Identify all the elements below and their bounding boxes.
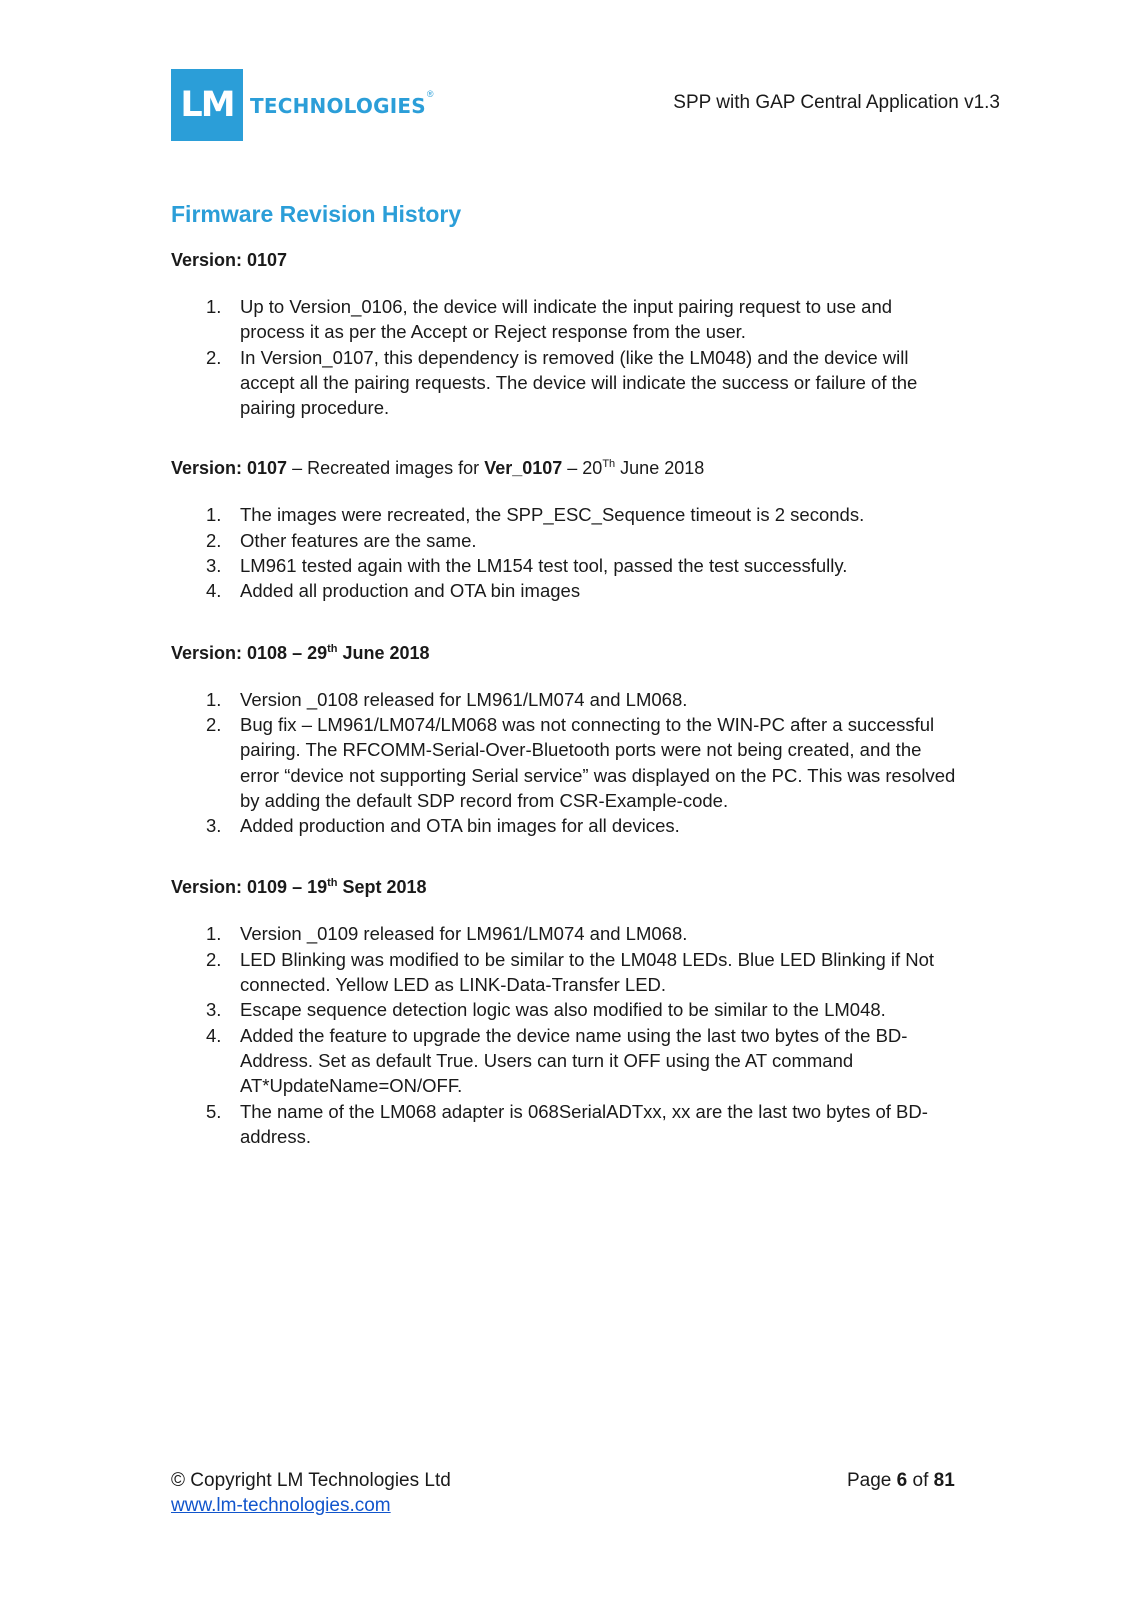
- footer-copyright-block: [171, 1468, 451, 1518]
- logo-mark: LM: [171, 69, 243, 141]
- total-pages: 81: [933, 1470, 955, 1491]
- list-item-text: LM961 tested again with the LM154 test tool, passed the test successfully.: [240, 555, 848, 577]
- list-item: 3. LM961 tested again with the LM154 test tool, passed the test successfully.: [206, 555, 848, 577]
- document-title: SPP with GAP Central Application v1.3: [673, 92, 1000, 113]
- list-item-text: Other features are the same.: [240, 529, 477, 551]
- ordinal-suffix: th: [327, 642, 338, 655]
- version-item-list: [171, 687, 961, 839]
- logo-registered-mark: ®: [426, 89, 434, 99]
- ordinal-suffix: th: [327, 877, 338, 890]
- version-bold-ref: Ver_0107: [484, 458, 563, 479]
- version-label: Version: 0109 – 19th Sept 2018: [171, 877, 427, 898]
- version-heading: [171, 248, 961, 273]
- version-date: – 20: [562, 458, 603, 479]
- section-title: Firmware Revision History: [171, 201, 462, 227]
- list-item: 3. Escape sequence detection logic was also modified to be similar to the LM048.: [206, 999, 886, 1021]
- list-item-text: Added production and OTA bin images for all devices.: [240, 815, 680, 837]
- ordinal-suffix: Th: [602, 458, 616, 471]
- list-item-text: Added the feature to upgrade the device name using the last two bytes of the BD-Address. Set as default True. Users can turn it OFF using the AT command AT*UpdateName=ON/OFF.: [240, 1024, 908, 1097]
- version-heading: [171, 456, 961, 481]
- list-item-text: Up to Version_0106, the device will indicate the input pairing request to use and process it as per the Accept or Reject response from the user.: [240, 296, 893, 343]
- list-item-text: Version _0109 released for LM961/LM074 and LM068.: [240, 923, 688, 945]
- page-number: Page 6 of 81: [847, 1470, 955, 1491]
- website-link[interactable]: www.lm-technologies.com: [171, 1495, 391, 1516]
- list-item-text: Version _0108 released for LM961/LM074 and LM068.: [240, 688, 688, 710]
- version-item-list: [171, 502, 961, 603]
- logo-wordmark: TECHNOLOGIES: [250, 94, 426, 118]
- list-item: 1. The images were recreated, the SPP_ESC_Sequence timeout is 2 seconds.: [206, 504, 865, 526]
- list-item-text: The images were recreated, the SPP_ESC_Sequence timeout is 2 seconds.: [240, 504, 865, 526]
- list-item: 4. Added all production and OTA bin images: [206, 580, 581, 602]
- version-label: Version: 0107: [171, 250, 288, 270]
- version-label: Version: 0108 – 29th June 2018: [171, 642, 430, 663]
- list-item: 2. In Version_0107, this dependency is removed (like the LM048) and the device will accept all the pairing requests. The device will indicate the success or failure of the pairing procedure.: [206, 346, 918, 419]
- list-item-text: Bug fix – LM961/LM074/LM068 was not connecting to the WIN-PC after a successful pairing. The RFCOMM-Serial-Over-Bluetooth ports were not being created, and the error “device not supporting Serial service” was displayed on the PC. This was resolved by adding the default SDP record from CSR-Example-code.: [240, 713, 956, 811]
- version-item-list: [171, 294, 961, 420]
- version-item-list: [171, 921, 961, 1149]
- list-item: 4. Added the feature to upgrade the device name using the last two bytes of the BD-Address. Set as default True. Users can turn it OFF using the AT command AT*UpdateName=ON/OFF.: [206, 1024, 908, 1097]
- company-logo: [171, 69, 433, 141]
- version-heading: [171, 875, 961, 900]
- list-item-text: The name of the LM068 adapter is 068SerialADTxx, xx are the last two bytes of BD-address.: [240, 1100, 928, 1147]
- list-item: 1. Version _0109 released for LM961/LM074 and LM068.: [206, 923, 688, 945]
- version-date-tail: June 2018: [615, 458, 705, 479]
- list-item: 1. Up to Version_0106, the device will indicate the input pairing request to use and process it as per the Accept or Reject response from the user.: [206, 296, 893, 343]
- version-heading: [171, 641, 961, 666]
- list-item-text: Escape sequence detection logic was also modified to be similar to the LM048.: [240, 999, 886, 1021]
- list-item: 2. LED Blinking was modified to be similar to the LM048 LEDs. Blue LED Blinking if Not connected. Yellow LED as LINK-Data-Transfer LED.: [206, 948, 935, 996]
- list-item-text: In Version_0107, this dependency is removed (like the LM048) and the device will accept all the pairing requests. The device will indicate the success or failure of the pairing procedure.: [240, 346, 918, 419]
- list-item: 1. Version _0108 released for LM961/LM074 and LM068.: [206, 688, 688, 710]
- version-label: Version: 0107: [171, 458, 288, 479]
- list-item-text: LED Blinking was modified to be similar to the LM048 LEDs. Blue LED Blinking if Not connected. Yellow LED as LINK-Data-Transfer LED.: [240, 948, 935, 996]
- list-item: 3. Added production and OTA bin images for all devices.: [206, 815, 680, 837]
- version-description: – Recreated images for: [287, 458, 485, 479]
- list-item: 2. Other features are the same.: [206, 529, 477, 551]
- current-page: 6: [896, 1470, 908, 1491]
- main-content: [171, 196, 961, 1149]
- list-item: 2. Bug fix – LM961/LM074/LM068 was not connecting to the WIN-PC after a successful pairing. The RFCOMM-Serial-Over-Bluetooth ports were not being created, and the error “device not supporting Serial service” was displayed on the PC. This was resolved by adding the default SDP record from CSR-Example-code.: [206, 713, 956, 811]
- list-item-text: Added all production and OTA bin images: [240, 580, 581, 602]
- copyright-text: © Copyright LM Technologies Ltd: [171, 1470, 451, 1491]
- list-item: 5. The name of the LM068 adapter is 068SerialADTxx, xx are the last two bytes of BD-address.: [206, 1100, 928, 1147]
